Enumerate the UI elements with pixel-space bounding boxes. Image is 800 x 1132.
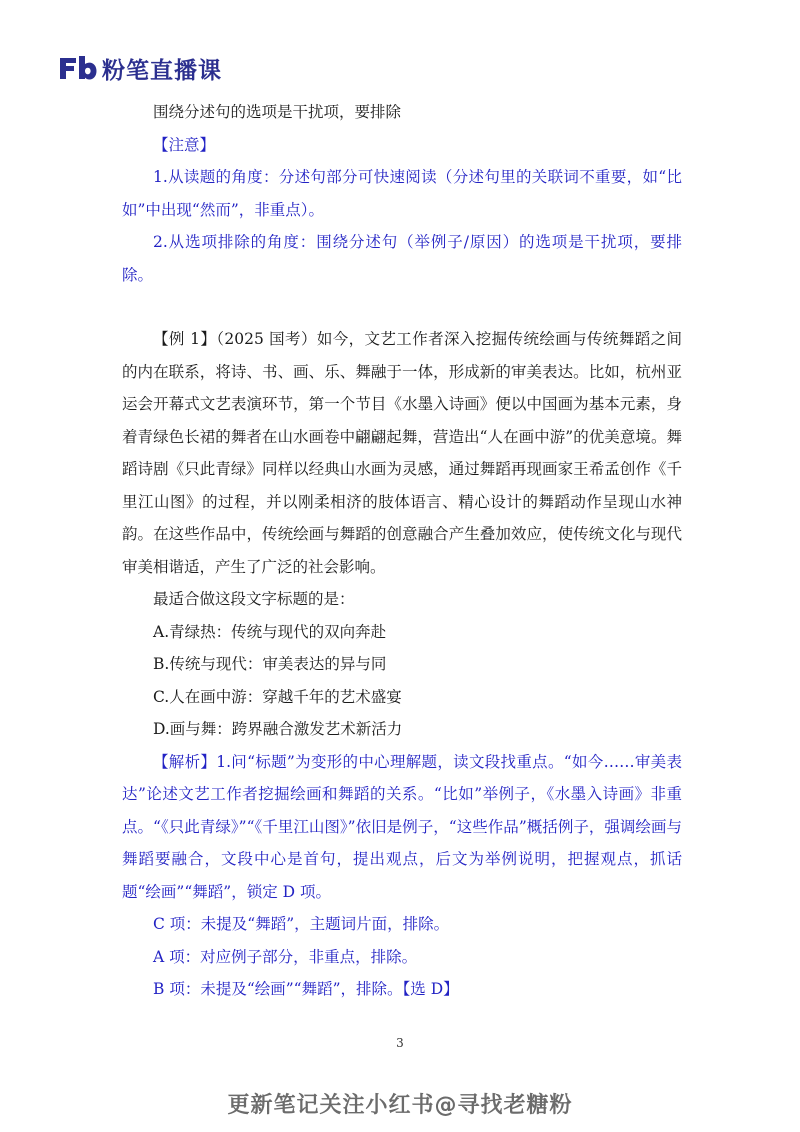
document-body	[122, 96, 682, 1006]
option-b: B.传统与现代：审美表达的异与同	[153, 655, 387, 673]
fenbi-logo-icon	[58, 54, 98, 82]
option-c: C.人在画中游：穿越千年的艺术盛宴	[153, 687, 402, 706]
analysis-option-a: A 项：对应例子部分，非重点，排除。	[153, 947, 418, 966]
option-d: D.画与舞：跨界融合激发艺术新活力	[153, 720, 403, 738]
example-passage: 【例 1】（2025 国考）如今，文艺工作者深入挖掘传统绘画与传统舞蹈之间的内在联系，将诗、书、画、乐、舞融于一体，形成新的审美表达。比如，杭州亚运会开幕式文艺表演环节，第一个节目《水墨入诗画》便以中国画为基本元素，身着青绿色长裙的舞者在山水画卷中翩翩起舞，营造出“人在画中游”的优美意境。舞蹈诗剧《只此青绿》同样以经典山水画为灵感，通过舞蹈再现画家王希孟创作《千里江山图》的过程，并以刚柔相济的肢体语言、精心设计的舞蹈动作呈现山水神韵。在这些作品中，传统绘画与舞蹈的创意融合产生叠加效应，使传统文化与现代审美相谐适，产生了广泛的社会影响。	[122, 330, 682, 576]
brand-name: 粉笔直播课	[102, 57, 222, 84]
summary-line: 围绕分述句的选项是干扰项，要排除	[153, 103, 402, 121]
note-heading: 【注意】	[153, 135, 216, 154]
option-a: A.青绿热：传统与现代的双向奔赴	[153, 622, 387, 641]
question-stem: 最适合做这段文字标题的是：	[153, 590, 355, 608]
section-spacer	[122, 291, 682, 323]
analysis-option-b: B 项：未提及“绘画”“舞蹈”，排除。【选 D】	[153, 980, 459, 998]
analysis-option-c: C 项：未提及“舞蹈”，主题词片面，排除。	[153, 915, 450, 933]
watermark-text: 更新笔记关注小红书@寻找老糖粉	[227, 1093, 573, 1118]
analysis-paragraph: 【解析】1.问“标题”为变形的中心理解题，读文段找重点。“如今……审美表达”论述文艺工作者挖掘绘画和舞蹈的关系。“比如”举例子，《水墨入诗画》非重点。“《只此青绿》”“《千里江山图》”依旧是例子，“这些作品”概括例子，强调绘画与舞蹈要融合，文段中心是首句，提出观点，后文为举例说明，把握观点，抓话题“绘画”“舞蹈”，锁定 D 项。	[122, 752, 682, 901]
page-number: 3	[396, 1036, 404, 1050]
note-item-1: 1.从读题的角度：分述句部分可快速阅读（分述句里的关联词不重要，如“比如”中出现“然而”，非重点）。	[122, 168, 682, 219]
note-item-2: 2.从选项排除的角度：围绕分述句（举例子/原因）的选项是干扰项，要排除。	[122, 233, 682, 284]
brand-header	[58, 50, 222, 86]
